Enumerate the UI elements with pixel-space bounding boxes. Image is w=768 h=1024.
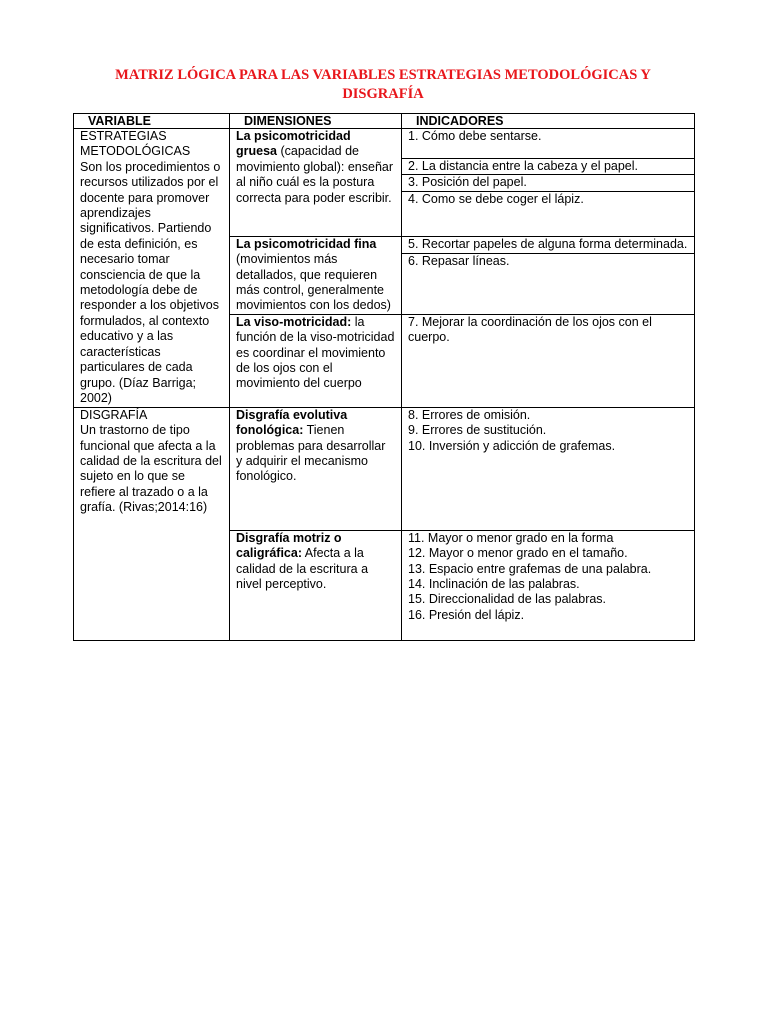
dimension-title: Disgrafía motriz o caligráfica: bbox=[236, 530, 342, 561]
indicator-cell: 2. La distancia entre la cabeza y el papel. bbox=[402, 159, 695, 175]
title-line-1: MATRIZ LÓGICA PARA LAS VARIABLES ESTRATEGIAS METODOLÓGICAS Y bbox=[115, 67, 651, 83]
dimension-cell bbox=[230, 530, 402, 640]
indicator-item: 8. Errores de omisión. bbox=[408, 407, 531, 422]
variable-description: Un trastorno de tipo funcional que afecta a la calidad de la escritura del sujeto en lo que se refiere al trazado o a la grafía. (Rivas;2014:16) bbox=[80, 423, 222, 515]
dimension-text: (capacidad de movimiento global): enseñar al niño cuál es la postura correcta para poder escribir. bbox=[236, 144, 394, 205]
dimension-text: (movimientos más detallados, que requieren más control, generalmente movimientos con los dedos) bbox=[236, 252, 391, 313]
table-row bbox=[74, 129, 695, 159]
dimension-title: La viso-motricidad: bbox=[236, 314, 352, 329]
header-variable: VARIABLE bbox=[74, 114, 230, 129]
header-dimensions: DIMENSIONES bbox=[230, 114, 402, 129]
indicator-cell bbox=[402, 407, 695, 530]
dimension-title: Disgrafía evolutiva fonológica: bbox=[236, 407, 348, 438]
indicator-item: 11. Mayor o menor grado en la forma bbox=[408, 530, 614, 545]
indicator-cell: 1. Cómo debe sentarse. bbox=[402, 129, 695, 159]
indicator-cell: 3. Posición del papel. bbox=[402, 175, 695, 191]
indicator-item: 15. Direccionalidad de las palabras. bbox=[408, 592, 607, 607]
dimension-cell bbox=[230, 314, 402, 407]
indicator-item: 12. Mayor o menor grado en el tamaño. bbox=[408, 546, 628, 561]
variable-cell-disgrafia bbox=[74, 407, 230, 640]
dimension-text: Tienen problemas para desarrollar y adquirir el mecanismo fonológico. bbox=[236, 423, 386, 484]
header-indicators: INDICADORES bbox=[402, 114, 695, 129]
dimension-cell bbox=[230, 236, 402, 314]
document-title bbox=[72, 66, 694, 104]
indicator-item: 9. Errores de sustitución. bbox=[408, 423, 547, 438]
indicator-item: 14. Inclinación de las palabras. bbox=[408, 577, 580, 592]
dimension-title: La psicomotricidad gruesa bbox=[236, 129, 351, 159]
indicator-item: 13. Espacio entre grafemas de una palabra. bbox=[408, 561, 652, 576]
indicator-cell: 4. Como se debe coger el lápiz. bbox=[402, 191, 695, 236]
variable-name: DISGRAFÍA bbox=[80, 407, 148, 422]
indicator-cell bbox=[402, 530, 695, 640]
logic-matrix-table bbox=[73, 113, 695, 641]
indicator-cell: 7. Mejorar la coordinación de los ojos con el cuerpo. bbox=[402, 314, 695, 407]
dimension-cell bbox=[230, 407, 402, 530]
indicator-item: 10. Inversión y adicción de grafemas. bbox=[408, 438, 616, 453]
indicator-cell: 6. Repasar líneas. bbox=[402, 253, 695, 314]
header-row bbox=[74, 114, 695, 129]
variable-name: ESTRATEGIAS METODOLÓGICAS bbox=[80, 129, 191, 159]
dimension-text: la función de la viso-motricidad es coordinar el movimiento de los ojos con el movimiento del cuerpo bbox=[236, 314, 395, 391]
variable-description: Son los procedimientos o recursos utilizados por el docente para promover aprendizajes significativos. Partiendo de esta definición, es necesario tomar consciencia de que la metodología debe de responder a los objetivos formulados, al contexto educativo y a las características particulares de cada grupo. (Díaz Barriga; 2002) bbox=[80, 159, 221, 405]
dimension-cell bbox=[230, 129, 402, 237]
variable-cell-estrategias bbox=[74, 129, 230, 408]
indicator-item: 16. Presión del lápiz. bbox=[408, 607, 525, 622]
indicator-cell: 5. Recortar papeles de alguna forma determinada. bbox=[402, 236, 695, 253]
dimension-text: Afecta a la calidad de la escritura a nivel perceptivo. bbox=[236, 546, 369, 592]
table-row bbox=[74, 407, 695, 530]
title-line-2: DISGRAFÍA bbox=[342, 86, 424, 102]
dimension-title: La psicomotricidad fina bbox=[236, 236, 377, 251]
